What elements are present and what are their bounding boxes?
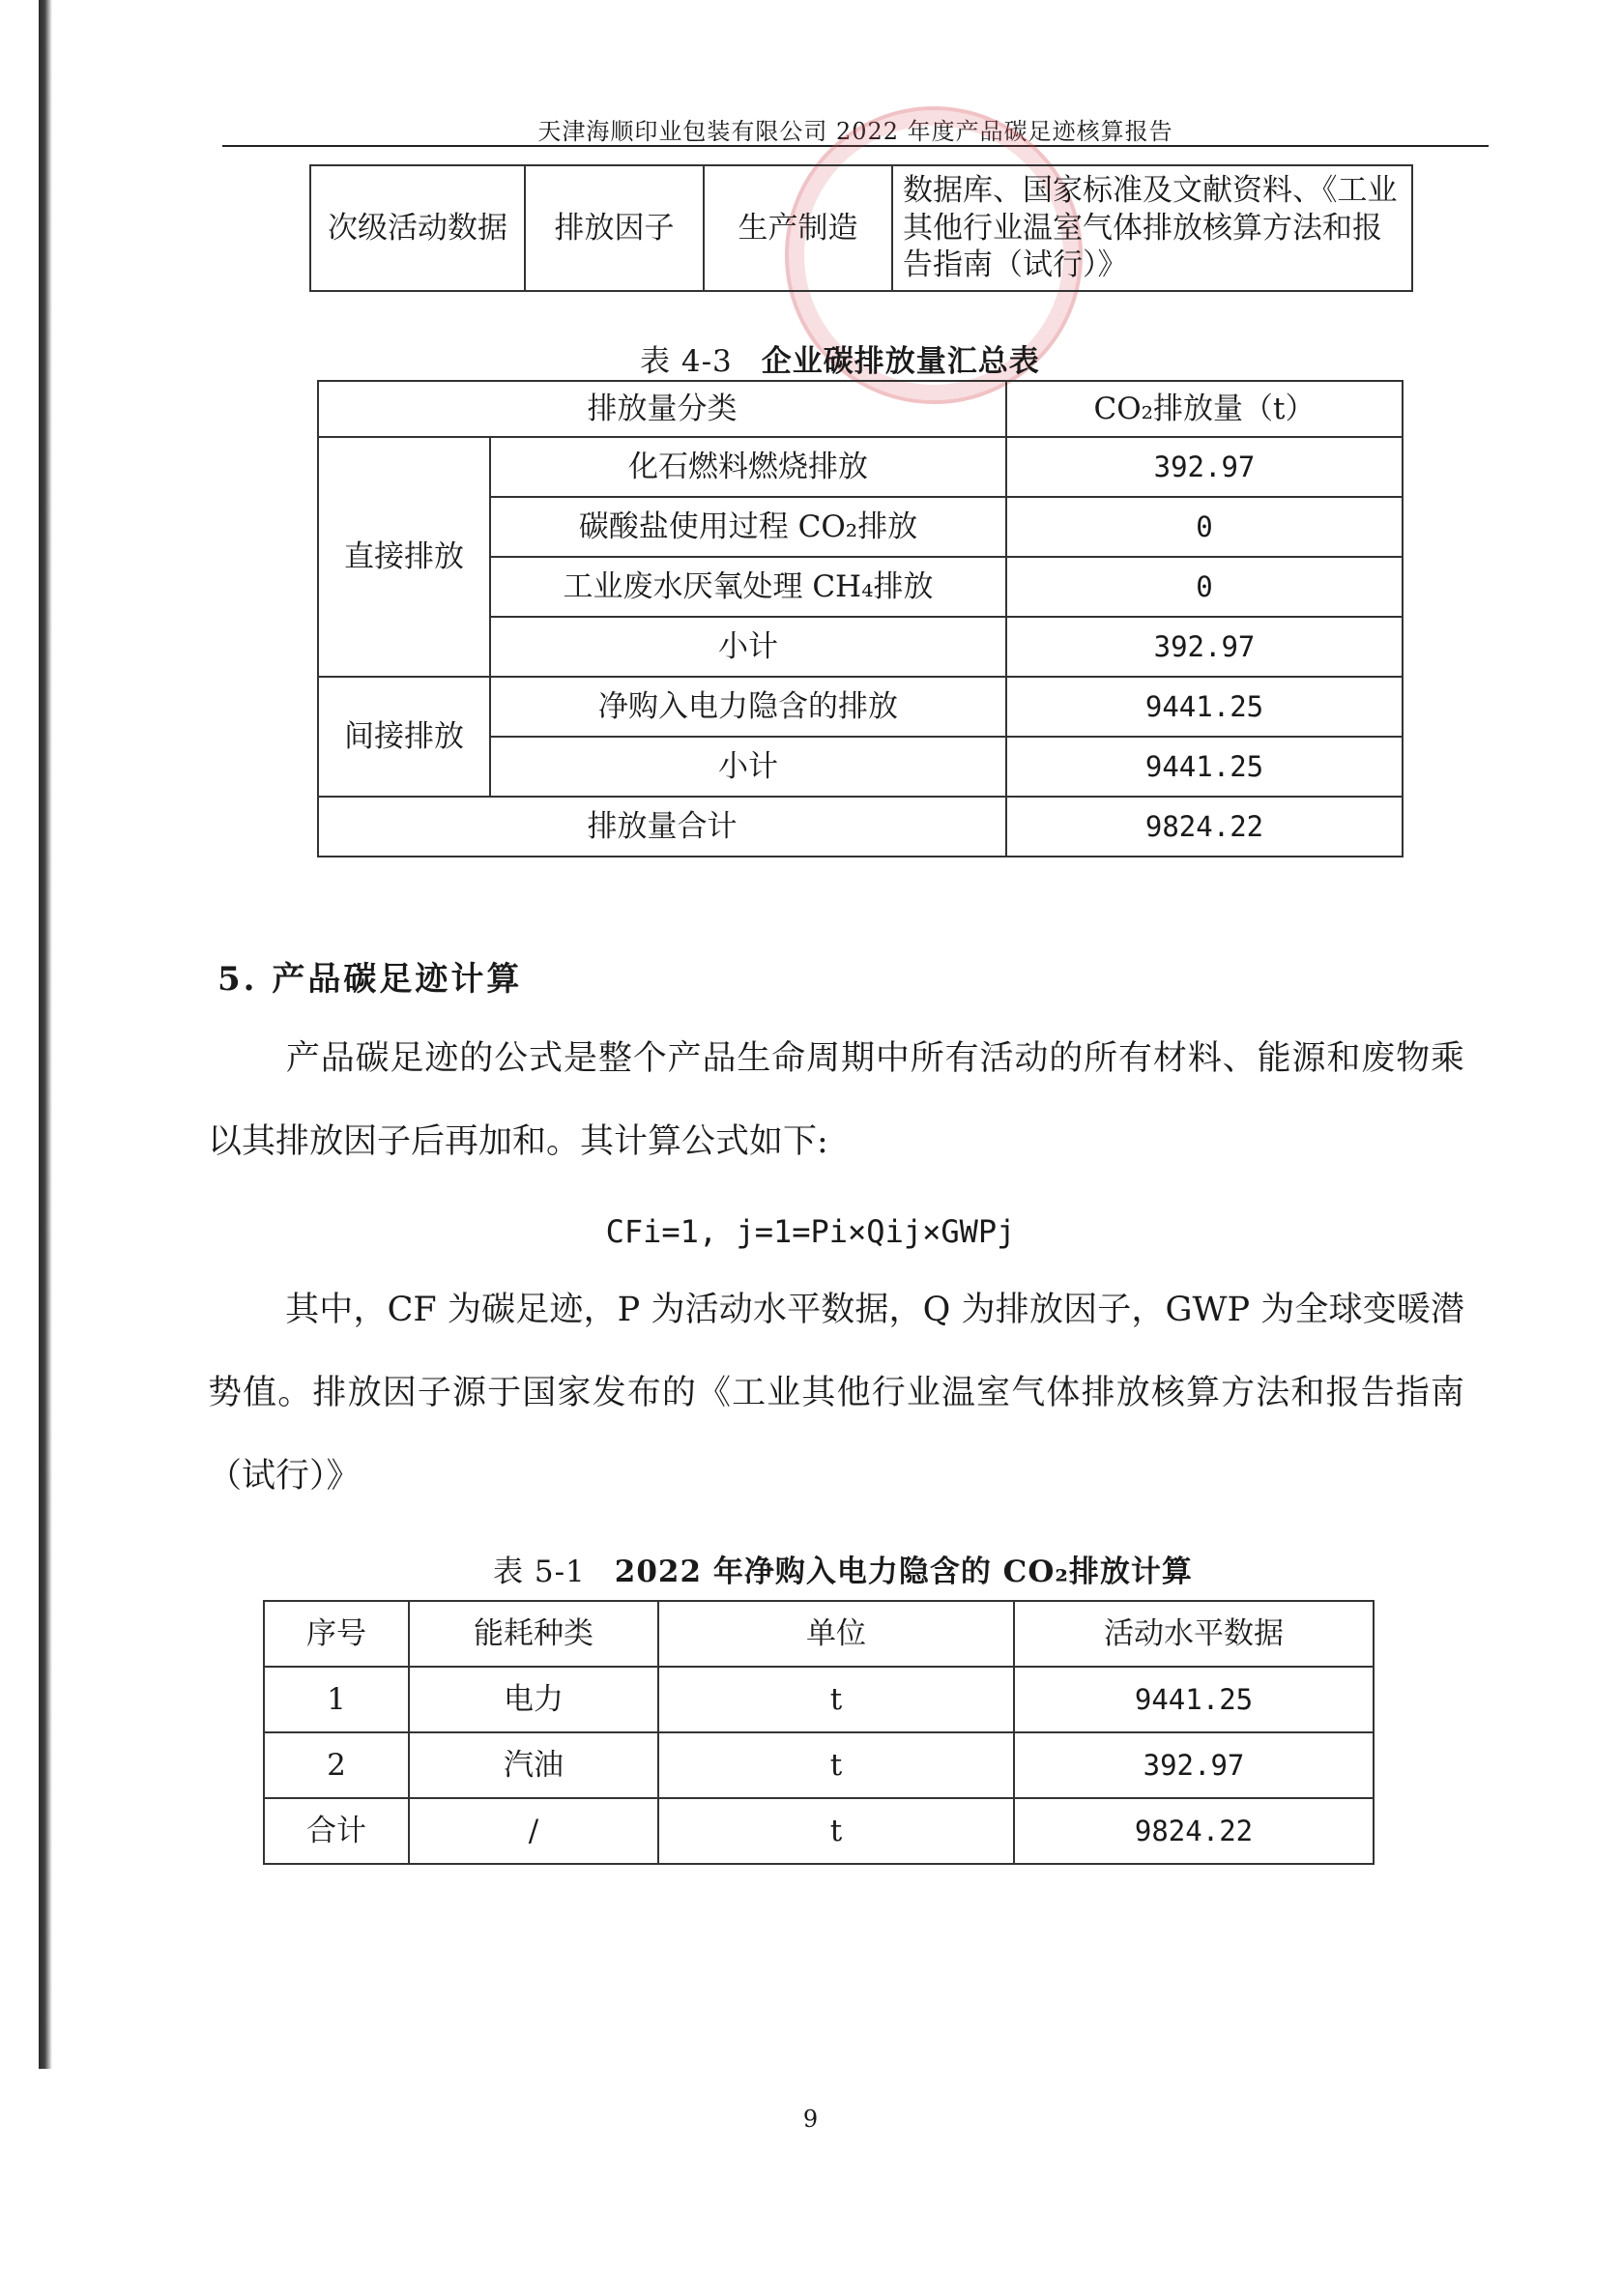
- table-cell: 汽油: [409, 1732, 658, 1798]
- caption-number: 表 4-3: [640, 344, 733, 379]
- header-cell: 序号: [264, 1601, 409, 1667]
- table-row: [318, 437, 1403, 497]
- header-cell: 能耗种类: [409, 1601, 658, 1667]
- table-cell: t: [658, 1732, 1014, 1798]
- table-cell: 电力: [409, 1667, 658, 1732]
- direct-emission-label: 直接排放: [318, 437, 490, 677]
- table-cell: 合计: [264, 1798, 409, 1864]
- header-cell: CO₂排放量（t）: [1006, 381, 1403, 437]
- scan-edge-shadow: [39, 0, 52, 2069]
- table-cell: 小计: [490, 617, 1006, 677]
- table-cell: 排放因子: [525, 165, 704, 291]
- table-header-row: [318, 381, 1403, 437]
- table-4-3-caption: [640, 336, 1040, 380]
- table-5-1-caption: [493, 1547, 1193, 1590]
- table-cell: 净购入电力隐含的排放: [490, 677, 1006, 737]
- table-row: [264, 1798, 1374, 1864]
- header-cell: 活动水平数据: [1014, 1601, 1374, 1667]
- table-cell: 9441.25: [1014, 1667, 1374, 1732]
- table-cell: 数据库、国家标准及文献资料、《工业其他行业温室气体排放核算方法和报告指南（试行）》: [892, 165, 1412, 291]
- table-header-row: [264, 1601, 1374, 1667]
- caption-title: 企业碳排放量汇总表: [761, 344, 1040, 379]
- table-cell: 9441.25: [1006, 737, 1403, 797]
- table-cell: /: [409, 1798, 658, 1864]
- indirect-emission-label: 间接排放: [318, 677, 490, 797]
- table-cell: 0: [1006, 557, 1403, 617]
- table-cell: 次级活动数据: [310, 165, 525, 291]
- section-5-title: 5. 产品碳足迹计算: [217, 960, 523, 999]
- paragraph-formula-explanation: [208, 1268, 1464, 1518]
- table-row: [264, 1732, 1374, 1798]
- table-cell: t: [658, 1667, 1014, 1732]
- table-cell: 9441.25: [1006, 677, 1403, 737]
- paragraph-text: 其中，CF 为碳足迹，P 为活动水平数据，Q 为排放因子，GWP 为全球变暖潜势值。排放因子源于国家发布的《工业其他行业温室气体排放核算方法和报告指南（试行）》: [208, 1291, 1464, 1496]
- table-cell: 工业废水厌氧处理 CH₄排放: [490, 557, 1006, 617]
- total-label: 排放量合计: [318, 797, 1006, 857]
- table-4-3: [317, 380, 1404, 857]
- table-cell: t: [658, 1798, 1014, 1864]
- table-row: [264, 1667, 1374, 1732]
- table-5-1: [263, 1600, 1375, 1865]
- table-cell: 2: [264, 1732, 409, 1798]
- table-cell: 1: [264, 1667, 409, 1732]
- total-value: 9824.22: [1006, 797, 1403, 857]
- table-top-continuation: [309, 164, 1413, 292]
- table-cell: 392.97: [1006, 437, 1403, 497]
- header-cell: 排放量分类: [318, 381, 1006, 437]
- table-cell: 392.97: [1006, 617, 1403, 677]
- caption-title: 2022 年净购入电力隐含的 CO₂排放计算: [614, 1555, 1193, 1589]
- table-cell: 9824.22: [1014, 1798, 1374, 1864]
- paragraph-formula-intro: [208, 1017, 1464, 1183]
- table-row: [318, 677, 1403, 737]
- table-total-row: [318, 797, 1403, 857]
- table-cell: 392.97: [1014, 1732, 1374, 1798]
- page-header: 天津海顺印业包装有限公司 2022 年度产品碳足迹核算报告: [537, 118, 1173, 145]
- caption-number: 表 5-1: [493, 1555, 586, 1589]
- table-row: [310, 165, 1412, 291]
- page-number: 9: [802, 2106, 819, 2133]
- paragraph-text: 产品碳足迹的公式是整个产品生命周期中所有活动的所有材料、能源和废物乘以其排放因子后再加和。其计算公式如下:: [208, 1039, 1464, 1161]
- table-cell: 化石燃料燃烧排放: [490, 437, 1006, 497]
- table-cell: 碳酸盐使用过程 CO₂排放: [490, 497, 1006, 557]
- carbon-footprint-formula: CFi=1, j=1=Pi×Qij×GWPj: [605, 1213, 1016, 1250]
- table-cell: 小计: [490, 737, 1006, 797]
- table-cell: 0: [1006, 497, 1403, 557]
- header-cell: 单位: [658, 1601, 1014, 1667]
- table-cell: 生产制造: [704, 165, 892, 291]
- header-rule: [222, 145, 1489, 147]
